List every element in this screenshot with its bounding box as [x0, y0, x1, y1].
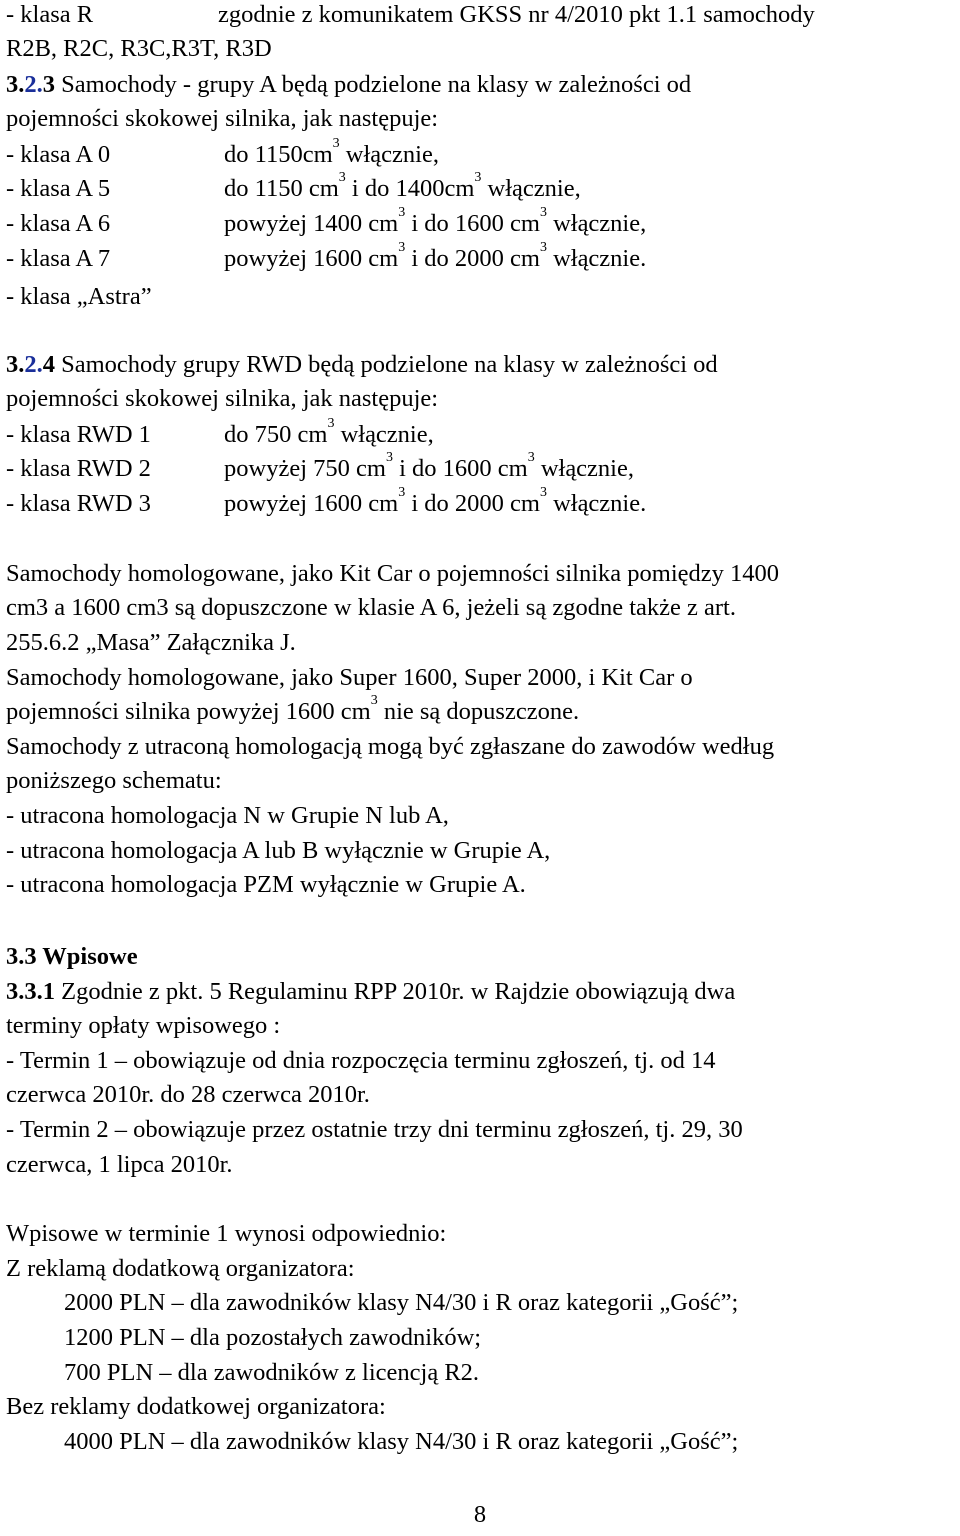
- term2-line2: czerwca, 1 lipca 2010r.: [6, 1151, 233, 1178]
- klasa-r-text: zgodnie z komunikatem GKSS nr 4/2010 pkt 1.1 samochody: [218, 1, 815, 28]
- homolog-item: - utracona homologacja PZM wyłącznie w Grupie A.: [6, 871, 526, 898]
- class-capacity: do 750 $cm^3$ włącznie,: [224, 416, 434, 448]
- homolog-p3-line2: poniższego schematu:: [6, 767, 222, 794]
- fees-intro: Wpisowe w terminie 1 wynosi odpowiednio:: [6, 1220, 447, 1247]
- klasa-r-continuation: R2B, R2C, R3C,R3T, R3D: [6, 35, 272, 62]
- homolog-item: - utracona homologacja A lub B wyłącznie w Grupie A,: [6, 837, 551, 864]
- fee-item: 4000 PLN – dla zawodników klasy N4/30 i R oraz kategorii „Gość”;: [64, 1428, 739, 1455]
- class-capacity: do 1150 $cm^3$ i do $1400cm^3$ włącznie,: [224, 170, 581, 202]
- class-label: - klasa A 7: [6, 245, 111, 272]
- class-label: - klasa A 6: [6, 210, 111, 237]
- homolog-p3-line1: Samochody z utraconą homologacją mogą być zgłaszane do zawodów według: [6, 733, 775, 760]
- section-3-2-4-number: 3.2.4: [6, 351, 55, 378]
- fee-item: 2000 PLN – dla zawodników klasy N4/30 i R oraz kategorii „Gość”;: [64, 1289, 739, 1316]
- homolog-p1-line3: 255.6.2 „Masa” Załącznika J.: [6, 629, 296, 656]
- section-3-2-4-heading-cont: pojemności skokowej silnika, jak następuje:: [6, 385, 439, 412]
- class-row-rwd1: [6, 416, 434, 450]
- section-3-2-4-heading: [6, 350, 718, 380]
- class-row-a5: [6, 170, 581, 204]
- class-capacity: powyżej 1600 $cm^3$ i do 2000 $cm^3$ włącznie.: [224, 485, 647, 517]
- term1-line1: - Termin 1 – obowiązuje od dnia rozpoczęcia terminu zgłoszeń, tj. od 14: [6, 1047, 716, 1074]
- klasa-r-line: [6, 0, 815, 30]
- homolog-p2-line2: pojemności silnika powyżej 1600 $cm^3$ nie są dopuszczone.: [6, 693, 580, 725]
- class-row-a0: [6, 136, 439, 170]
- page-number: 8: [473, 1501, 487, 1528]
- section-3-2-3-number: 3.2.3: [6, 71, 55, 98]
- fee-item: 700 PLN – dla zawodników z licencją R2.: [64, 1359, 480, 1386]
- homolog-p1-line1: Samochody homologowane, jako Kit Car o pojemności silnika pomiędzy 1400: [6, 560, 779, 587]
- term2-line1: - Termin 2 – obowiązuje przez ostatnie trzy dni terminu zgłoszeń, tj. 29, 30: [6, 1116, 743, 1143]
- fees-without-ad-heading: Bez reklamy dodatkowej organizatora:: [6, 1393, 386, 1420]
- class-label: - klasa RWD 1: [6, 421, 151, 448]
- section-3-3-1-number: 3.3.1: [6, 978, 55, 1005]
- class-label: - klasa A 5: [6, 175, 111, 202]
- section-3-3-1-line2: terminy opłaty wpisowego :: [6, 1012, 281, 1039]
- fee-item: 1200 PLN – dla pozostałych zawodników;: [64, 1324, 482, 1351]
- class-label: - klasa RWD 2: [6, 455, 151, 482]
- section-3-3-1-line1: 3.3.1 Zgodnie z pkt. 5 Regulaminu RPP 2010r. w Rajdzie obowiązują dwa: [6, 978, 736, 1005]
- homolog-p2-line1: Samochody homologowane, jako Super 1600, Super 2000, i Kit Car o: [6, 664, 693, 691]
- class-label: - klasa RWD 3: [6, 490, 151, 517]
- class-capacity: powyżej 1600 $cm^3$ i do 2000 $cm^3$ włącznie.: [224, 240, 647, 272]
- class-row-astra: - klasa „Astra”: [6, 283, 152, 310]
- section-3-3-heading: 3.3 Wpisowe: [6, 943, 138, 970]
- homolog-item: - utracona homologacja N w Grupie N lub A,: [6, 802, 449, 829]
- section-3-2-3-heading: [6, 70, 691, 100]
- term1-line2: czerwca 2010r. do 28 czerwca 2010r.: [6, 1081, 370, 1108]
- class-row-a7: [6, 240, 647, 274]
- fees-with-ad-heading: Z reklamą dodatkową organizatora:: [6, 1255, 355, 1282]
- class-row-a6: [6, 205, 647, 239]
- class-capacity: powyżej 750 $cm^3$ i do 1600 $cm^3$ włącznie,: [224, 450, 634, 482]
- class-row-rwd3: [6, 485, 647, 519]
- section-3-2-4-heading-text: Samochody grupy RWD będą podzielone na klasy w zależności od: [61, 351, 718, 378]
- section-3-2-3-heading-text: Samochody - grupy A będą podzielone na klasy w zależności od: [61, 71, 692, 98]
- klasa-r-label: - klasa R: [6, 1, 94, 28]
- class-capacity: do $1150cm^3$ włącznie,: [224, 136, 439, 168]
- homolog-p1-line2: cm3 a 1600 cm3 są dopuszczone w klasie A 6, jeżeli są zgodne także z art.: [6, 594, 736, 621]
- class-capacity: powyżej 1400 $cm^3$ i do 1600 $cm^3$ włącznie,: [224, 205, 647, 237]
- section-3-2-3-heading-cont: pojemności skokowej silnika, jak następuje:: [6, 105, 439, 132]
- class-label: - klasa A 0: [6, 141, 111, 168]
- class-row-rwd2: [6, 450, 634, 484]
